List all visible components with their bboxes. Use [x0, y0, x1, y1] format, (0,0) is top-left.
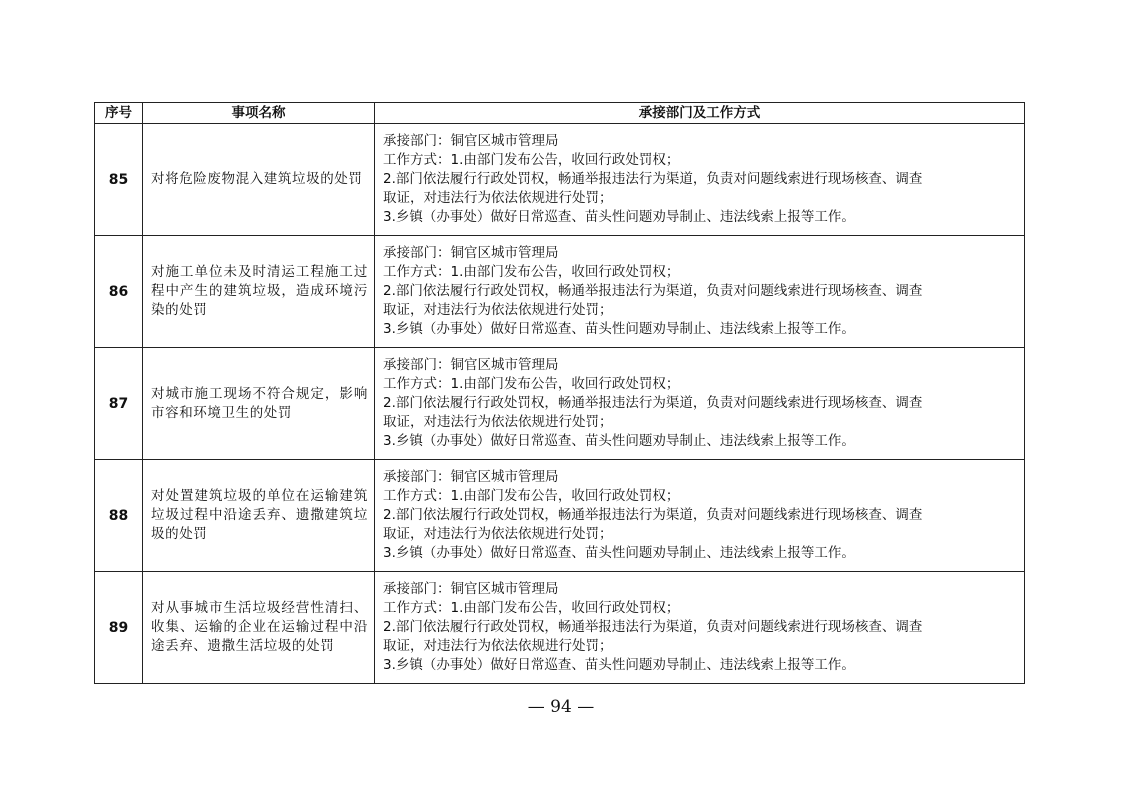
table-header-row	[95, 103, 1025, 124]
department-method-line: 3.乡镇（办事处）做好日常巡查、苗头性问题劝导制止、违法线索上报等工作。	[383, 209, 855, 225]
department-method-line: 2.部门依法履行行政处罚权，畅通举报违法行为渠道，负责对问题线索进行现场核查、调查	[383, 283, 923, 299]
department-method-line: 取证，对违法行为依法依规进行处罚；	[383, 414, 613, 430]
header-item-name: 事项名称	[143, 103, 375, 124]
row-item-name: 对施工单位未及时清运工程施工过程中产生的建筑垃圾，造成环境污染的处罚	[143, 236, 375, 348]
table-row	[95, 124, 1025, 236]
table-row	[95, 460, 1025, 572]
page-number: — 94 —	[527, 697, 595, 717]
row-item-name: 对城市施工现场不符合规定，影响市容和环境卫生的处罚	[143, 348, 375, 460]
items-table	[94, 102, 1025, 684]
row-department-method	[375, 236, 1025, 348]
row-serial-number: 85	[95, 124, 143, 236]
department-method-line: 取证，对违法行为依法依规进行处罚；	[383, 190, 613, 206]
department-method-line: 取证，对违法行为依法依规进行处罚；	[383, 526, 613, 542]
department-method-line: 工作方式：1.由部门发布公告，收回行政处罚权；	[383, 488, 680, 504]
department-method-line: 工作方式：1.由部门发布公告，收回行政处罚权；	[383, 600, 680, 616]
row-serial-number: 87	[95, 348, 143, 460]
department-method-line: 承接部门：铜官区城市管理局	[383, 245, 559, 261]
department-method-line: 承接部门：铜官区城市管理局	[383, 469, 559, 485]
department-method-line: 3.乡镇（办事处）做好日常巡查、苗头性问题劝导制止、违法线索上报等工作。	[383, 321, 855, 337]
table-row	[95, 236, 1025, 348]
department-method-line: 工作方式：1.由部门发布公告，收回行政处罚权；	[383, 264, 680, 280]
department-method-line: 承接部门：铜官区城市管理局	[383, 133, 559, 149]
row-item-name: 对处置建筑垃圾的单位在运输建筑垃圾过程中沿途丢弃、遗撒建筑垃圾的处罚	[143, 460, 375, 572]
department-method-line: 3.乡镇（办事处）做好日常巡查、苗头性问题劝导制止、违法线索上报等工作。	[383, 433, 855, 449]
table-row	[95, 348, 1025, 460]
table-row	[95, 572, 1025, 684]
table-body	[95, 124, 1025, 684]
department-method-line: 工作方式：1.由部门发布公告，收回行政处罚权；	[383, 376, 680, 392]
row-serial-number: 89	[95, 572, 143, 684]
department-method-line: 3.乡镇（办事处）做好日常巡查、苗头性问题劝导制止、违法线索上报等工作。	[383, 657, 855, 673]
department-method-line: 2.部门依法履行行政处罚权，畅通举报违法行为渠道，负责对问题线索进行现场核查、调查	[383, 619, 923, 635]
row-department-method	[375, 460, 1025, 572]
row-department-method	[375, 124, 1025, 236]
department-method-line: 承接部门：铜官区城市管理局	[383, 581, 559, 597]
row-serial-number: 86	[95, 236, 143, 348]
row-item-name: 对将危险废物混入建筑垃圾的处罚	[143, 124, 375, 236]
row-department-method	[375, 572, 1025, 684]
header-department-method: 承接部门及工作方式	[375, 103, 1025, 124]
row-serial-number: 88	[95, 460, 143, 572]
department-method-line: 2.部门依法履行行政处罚权，畅通举报违法行为渠道，负责对问题线索进行现场核查、调查	[383, 171, 923, 187]
department-method-line: 承接部门：铜官区城市管理局	[383, 357, 559, 373]
department-method-line: 2.部门依法履行行政处罚权，畅通举报违法行为渠道，负责对问题线索进行现场核查、调查	[383, 507, 923, 523]
header-serial-number: 序号	[95, 103, 143, 124]
row-department-method	[375, 348, 1025, 460]
department-method-line: 2.部门依法履行行政处罚权，畅通举报违法行为渠道，负责对问题线索进行现场核查、调查	[383, 395, 923, 411]
department-method-line: 工作方式：1.由部门发布公告，收回行政处罚权；	[383, 152, 680, 168]
row-item-name: 对从事城市生活垃圾经营性清扫、收集、运输的企业在运输过程中沿途丢弃、遗撒生活垃圾的处罚	[143, 572, 375, 684]
department-method-line: 取证，对违法行为依法依规进行处罚；	[383, 638, 613, 654]
department-method-line: 3.乡镇（办事处）做好日常巡查、苗头性问题劝导制止、违法线索上报等工作。	[383, 545, 855, 561]
department-method-line: 取证，对违法行为依法依规进行处罚；	[383, 302, 613, 318]
